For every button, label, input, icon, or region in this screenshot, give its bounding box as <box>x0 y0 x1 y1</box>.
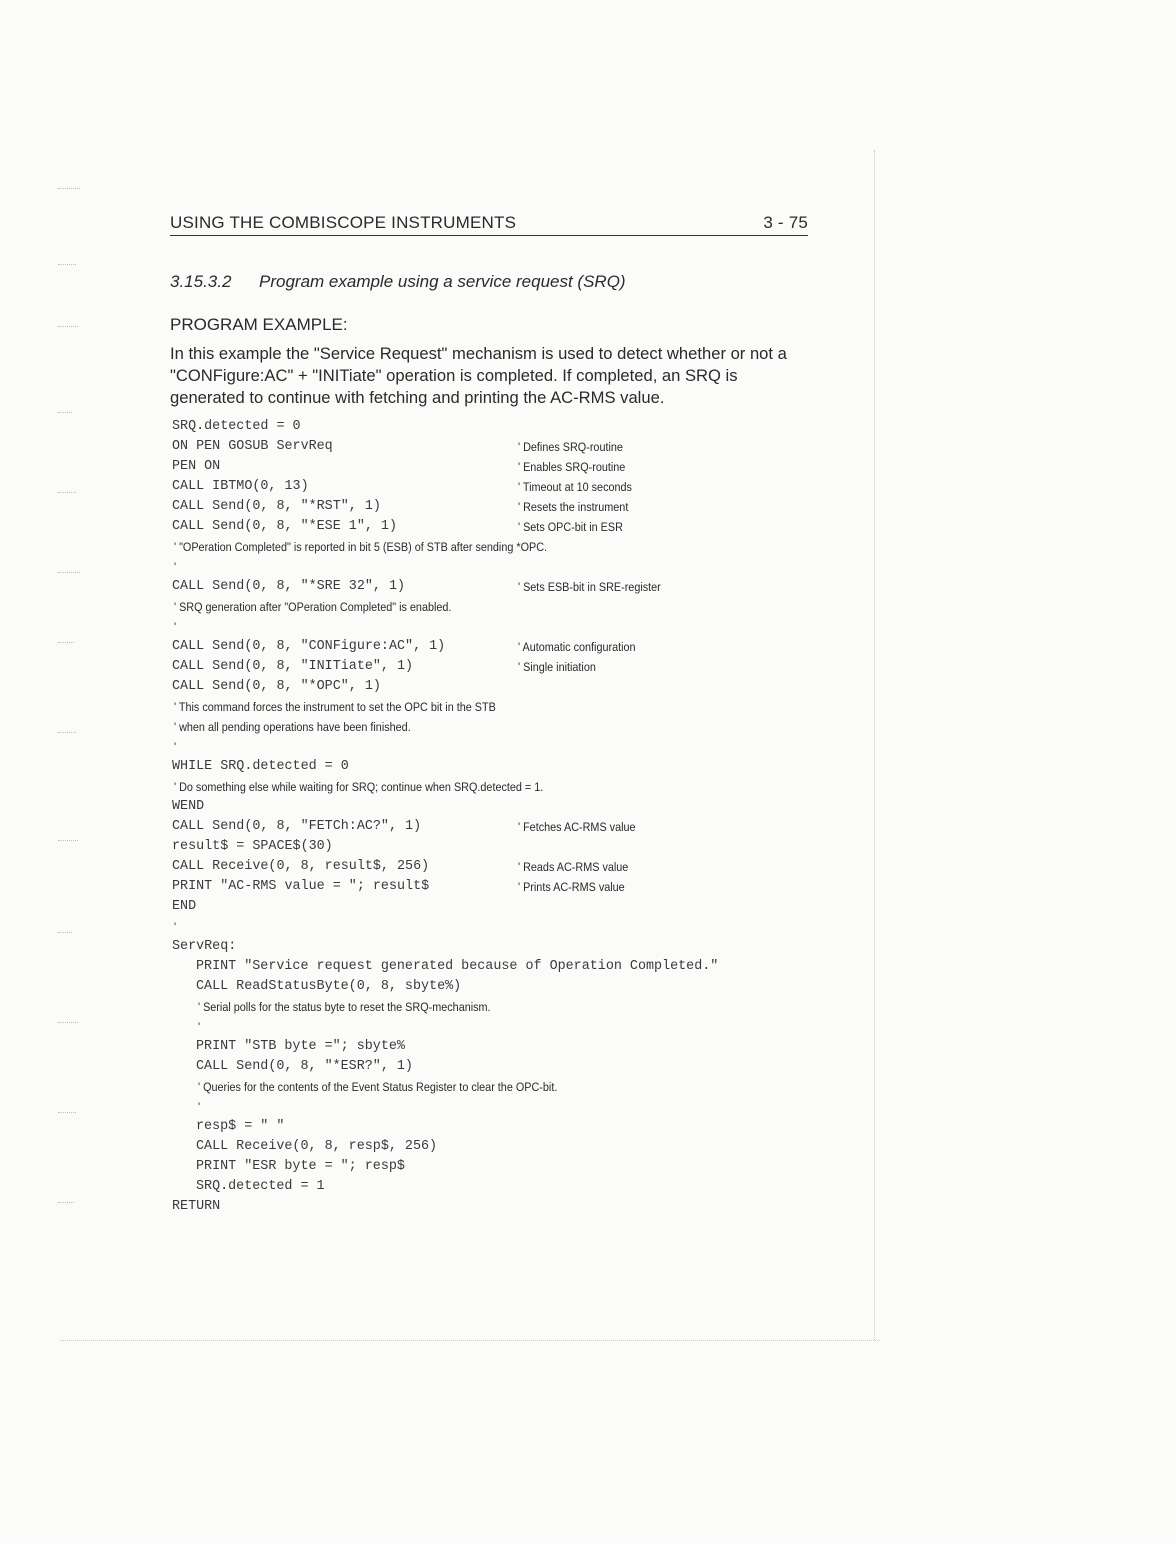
intro-paragraph: In this example the "Service Request" mechanism is used to detect whether or not a "CONFigure:AC" + "INITiate" operation is completed. If completed, an SRQ is generated to continue with fetching and printing the AC-RMS value. <box>170 344 787 407</box>
code-line: PEN ON <box>172 459 221 474</box>
code-line: ON PEN GOSUB ServReq <box>172 439 333 454</box>
code-line: END <box>172 899 197 914</box>
code-line: CALL Send(0, 8, "*ESR?", 1) <box>196 1059 413 1074</box>
code-line: CALL Send(0, 8, "*RST", 1) <box>172 499 381 514</box>
comment-line: ' <box>174 560 177 574</box>
comment-line: ' when all pending operations have been finished. <box>174 720 411 734</box>
code-comment: ' Automatic configuration <box>518 640 636 654</box>
code-line: resp$ = " " <box>196 1119 285 1134</box>
code-comment: ' Defines SRQ-routine <box>518 440 623 454</box>
code-line: CALL Send(0, 8, "*OPC", 1) <box>172 679 381 694</box>
code-line: CALL Send(0, 8, "CONFigure:AC", 1) <box>172 639 446 654</box>
section-number: 3.15.3.2 <box>170 272 232 291</box>
scan-bottom-edge <box>60 1340 880 1341</box>
code-comment: ' Single initiation <box>518 660 596 674</box>
comment-line: ' "OPeration Completed" is reported in bit 5 (ESB) of STB after sending *OPC. <box>174 540 548 554</box>
code-line: WHILE SRQ.detected = 0 <box>172 759 349 774</box>
code-line: ServReq: <box>172 939 237 954</box>
code-line: CALL Send(0, 8, "*SRE 32", 1) <box>172 579 406 594</box>
code-line: SRQ.detected = 1 <box>196 1179 325 1194</box>
code-comment: ' Sets ESB-bit in SRE-register <box>518 580 661 594</box>
page-number: 3 - 75 <box>763 213 808 232</box>
comment-line: ' SRQ generation after "OPeration Completed" is enabled. <box>174 600 452 614</box>
comment-line: ' <box>174 920 177 934</box>
comment-line: ' <box>198 1020 201 1034</box>
comment-line: ' <box>174 740 177 754</box>
code-comment: ' Sets OPC-bit in ESR <box>518 520 623 534</box>
scan-right-edge <box>874 150 875 1340</box>
comment-line: ' Queries for the contents of the Event Status Register to clear the OPC-bit. <box>198 1080 558 1094</box>
comment-line: ' <box>174 620 177 634</box>
running-head-title: USING THE COMBISCOPE INSTRUMENTS <box>170 213 517 232</box>
code-comment: ' Timeout at 10 seconds <box>518 480 632 494</box>
code-line: CALL Receive(0, 8, resp$, 256) <box>196 1139 438 1154</box>
code-line: WEND <box>172 799 205 814</box>
code-line: PRINT "STB byte ="; sbyte% <box>196 1039 405 1054</box>
code-line: CALL Receive(0, 8, result$, 256) <box>172 859 430 874</box>
comment-line: ' <box>198 1100 201 1114</box>
code-line: CALL IBTMO(0, 13) <box>172 479 309 494</box>
code-comment: ' Enables SRQ-routine <box>518 460 626 474</box>
code-comment: ' Fetches AC-RMS value <box>518 820 636 834</box>
comment-line: ' This command forces the instrument to set the OPC bit in the STB <box>174 700 496 714</box>
running-head <box>170 213 808 236</box>
code-comment: ' Resets the instrument <box>518 500 629 514</box>
code-line: PRINT "Service request generated because of Operation Completed." <box>196 959 719 974</box>
code-comment: ' Reads AC-RMS value <box>518 860 629 874</box>
code-line: CALL Send(0, 8, "*ESE 1", 1) <box>172 519 397 534</box>
code-line: RETURN <box>172 1199 221 1214</box>
code-line: PRINT "ESR byte = "; resp$ <box>196 1159 405 1174</box>
code-line: PRINT "AC-RMS value = "; result$ <box>172 879 430 894</box>
scan-margin-marks <box>58 180 98 1250</box>
code-line: SRQ.detected = 0 <box>172 419 301 434</box>
section-title: Program example using a service request (SRQ) <box>259 272 626 291</box>
code-line: result$ = SPACE$(30) <box>172 839 333 854</box>
program-label: PROGRAM EXAMPLE: <box>170 315 348 334</box>
code-line: CALL Send(0, 8, "INITiate", 1) <box>172 659 414 674</box>
comment-line: ' Do something else while waiting for SRQ; continue when SRQ.detected = 1. <box>174 780 544 794</box>
code-comment: ' Prints AC-RMS value <box>518 880 625 894</box>
code-line: CALL ReadStatusByte(0, 8, sbyte%) <box>196 979 462 994</box>
comment-line: ' Serial polls for the status byte to reset the SRQ-mechanism. <box>198 1000 491 1014</box>
code-line: CALL Send(0, 8, "FETCh:AC?", 1) <box>172 819 422 834</box>
section-heading <box>170 272 626 292</box>
